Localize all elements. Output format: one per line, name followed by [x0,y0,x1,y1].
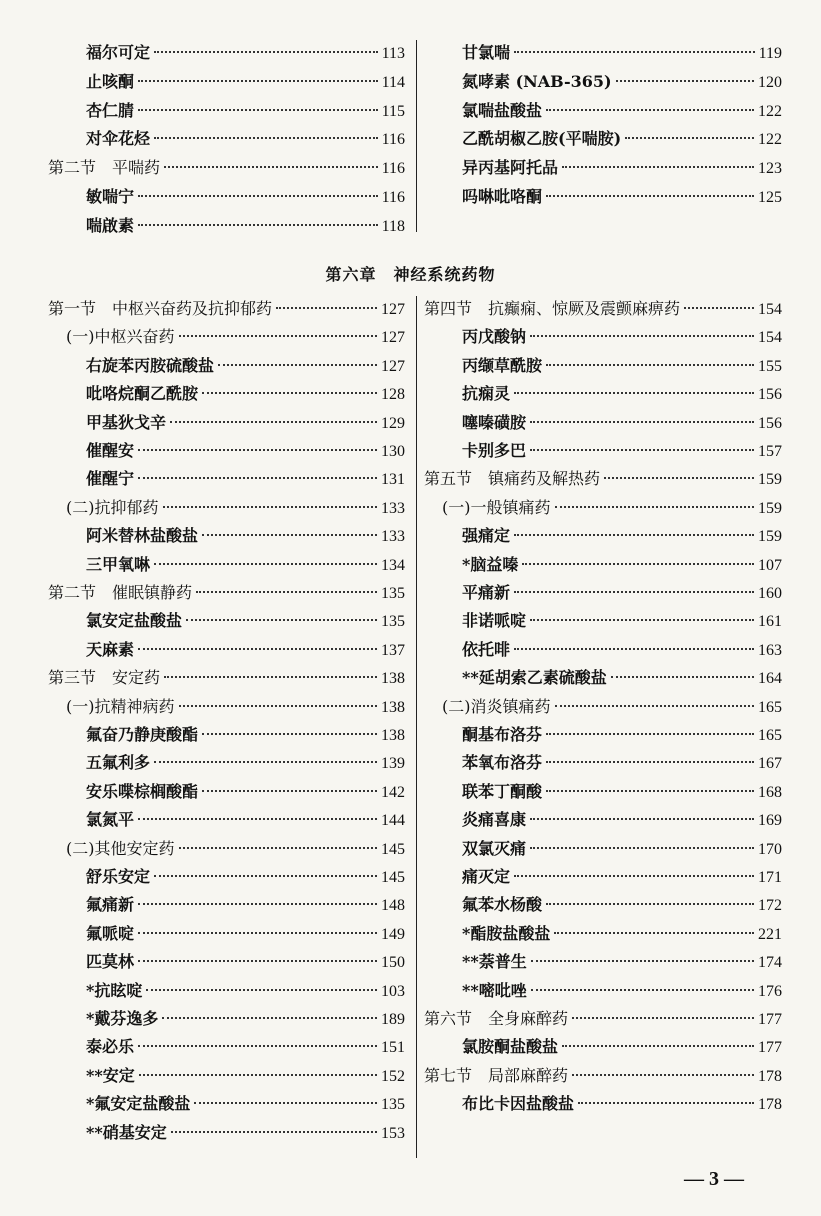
toc-entry [424,467,782,491]
toc-entry-title: 舒乐安定 [86,867,151,886]
dot-leader [194,1102,377,1104]
toc-entry-page: 129 [381,414,405,432]
toc-entry-page: 177 [758,1011,782,1028]
toc-entry-title: (二)抗抑郁药 [66,497,159,517]
dot-leader [186,619,377,621]
toc-entry [86,1007,405,1031]
toc-entry-page: 135 [381,585,405,602]
toc-entry-page: 116 [381,189,405,206]
toc-entry-title: 右旋苯丙胺硫酸盐 [86,355,215,375]
dot-leader [202,534,377,536]
toc-entry [86,127,405,151]
dot-leader [138,195,378,197]
toc-entry-page: 171 [758,869,782,886]
toc-entry-page: 123 [758,160,782,178]
toc-entry-page: 169 [758,812,782,830]
toc-entry-title: *脑益嗪 [462,554,519,574]
toc-entry [462,156,782,180]
toc-entry [462,99,782,123]
toc-entry-page: 221 [758,925,782,943]
toc-entry-page: 116 [381,160,405,178]
toc-entry-page: 167 [758,755,782,773]
toc-entry [462,865,782,889]
toc-entry-page: 170 [758,840,782,858]
dot-leader [196,591,377,593]
toc-entry [86,70,405,94]
toc-entry-page: 152 [381,1067,405,1085]
toc-entry-title: 止咳酮 [86,71,135,91]
dot-leader [555,705,755,707]
dot-leader [179,335,378,337]
toc-entry [86,723,405,747]
toc-entry-page: 118 [381,217,405,235]
toc-entry [462,751,782,775]
toc-entry [48,297,405,321]
toc-entry [462,1092,782,1116]
toc-entry-page: 138 [381,670,405,688]
toc-entry-page: 138 [381,698,405,716]
toc-entry-page: 142 [381,783,405,801]
dot-leader [179,847,378,849]
toc-entry-title: 氮哮素 (NAB-365) [462,71,612,91]
toc-entry-title: 强痛定 [462,526,511,546]
dot-leader [562,1045,754,1047]
dot-leader [138,80,378,82]
toc-entry-page: 156 [758,414,782,432]
toc-entry [462,185,782,209]
toc-entry-title: 炎痛喜康 [462,810,527,830]
toc-entry-page: 122 [758,102,782,120]
toc-entry-page: 122 [758,131,782,149]
toc-entry [424,297,782,321]
toc-entry-page: 137 [381,641,405,659]
toc-entry-page: 172 [758,897,782,915]
toc-entry-title: 双氯灭痛 [462,838,527,858]
toc-entry [66,496,405,520]
toc-entry-page: 163 [758,641,782,659]
toc-entry [86,609,405,633]
toc-entry-page: 103 [381,982,405,1000]
toc-entry-title: 第四节 抗癫痫、惊厥及震颤麻痹药 [424,299,681,318]
toc-entry-title: 催醒安 [86,441,135,460]
dot-leader [562,166,754,168]
toc-entry-title: **硝基安定 [86,1122,167,1142]
toc-entry-title: 布比卡因盐酸盐 [462,1094,575,1114]
dot-leader [578,1102,754,1104]
toc-entry-title: 第二节 平喘药 [48,158,161,178]
toc-entry [86,893,405,917]
toc-entry-title: 福尔可定 [86,43,151,62]
toc-entry-title: 氟奋乃静庚酸酯 [86,725,199,744]
toc-entry-page: 189 [381,1011,405,1028]
toc-entry [86,467,405,491]
dot-leader [138,648,377,650]
toc-entry-page: 119 [758,45,782,62]
toc-entry-page: 154 [758,301,782,318]
column-divider-main [416,296,417,1158]
toc-entry-page: 149 [381,925,405,943]
dot-leader [138,477,377,479]
toc-entry-title: 平痛新 [462,583,511,602]
toc-entry [66,325,405,349]
toc-entry [86,41,405,65]
toc-entry-page: 174 [758,954,782,972]
toc-entry-title: 甘氯喘 [462,43,511,62]
toc-entry-page: 125 [758,189,782,206]
toc-entry-title: 甲基狄戈辛 [86,412,167,432]
dot-leader [514,534,754,536]
toc-entry [86,922,405,946]
toc-entry [48,581,405,605]
toc-entry [86,1092,405,1116]
toc-entry-title: 第三节 安定药 [48,668,161,688]
toc-entry-page: 177 [758,1039,782,1057]
dot-leader [530,818,754,820]
dot-leader [139,1074,377,1076]
dot-leader [546,109,754,111]
toc-entry [442,496,782,520]
toc-entry-title: 第二节 催眠镇静药 [48,583,193,602]
toc-entry-title: 酮基布洛芬 [462,725,543,744]
dot-leader [530,421,754,423]
toc-entry-title: 阿米替林盐酸盐 [86,526,199,546]
toc-entry [462,411,782,435]
toc-entry-page: 138 [381,727,405,744]
toc-entry-title: 匹莫林 [86,952,135,972]
dot-leader [555,506,755,508]
dot-leader [154,137,378,139]
toc-entry-title: 氯安定盐酸盐 [86,611,183,631]
toc-entry-page: 133 [381,528,405,546]
dot-leader [546,761,754,763]
dot-leader [202,733,377,735]
toc-entry [86,99,405,123]
toc-entry [86,865,405,889]
dot-leader [138,109,378,111]
toc-entry-page: 130 [381,443,405,460]
dot-leader [604,477,754,479]
toc-entry [462,780,782,804]
dot-leader [163,506,378,508]
toc-entry [424,1064,782,1088]
toc-entry-title: 敏喘宁 [86,187,135,206]
toc-entry [86,411,405,435]
dot-leader [684,307,754,309]
dot-leader [522,563,754,565]
toc-entry-page: 151 [381,1039,405,1057]
toc-entry [86,638,405,662]
toc-entry-page: 145 [381,869,405,886]
toc-entry-page: 161 [758,613,782,631]
toc-entry-page: 128 [381,386,405,404]
dot-leader [138,1045,377,1047]
dot-leader [164,676,377,678]
toc-entry-page: 127 [381,357,405,375]
toc-entry-title: 异丙基阿托品 [462,158,559,178]
toc-entry-title: 丙缬草酰胺 [462,355,543,375]
toc-entry [86,1121,405,1145]
toc-entry-page: 134 [381,556,405,574]
toc-entry [86,751,405,775]
dot-leader [514,648,754,650]
dot-leader [154,875,377,877]
toc-entry-title: **延胡索乙素硫酸盐 [462,668,607,688]
toc-entry-page: 120 [758,73,782,91]
dot-leader [546,903,754,905]
toc-entry-title: 乙酰胡椒乙胺(平喘胺) [462,129,622,149]
toc-entry-title: 泰必乐 [86,1037,135,1057]
column-divider-top [416,40,417,232]
toc-entry-title: 对伞花烃 [86,129,151,149]
toc-entry-title: 氯氮平 [86,810,135,830]
toc-entry-page: 165 [758,727,782,744]
dot-leader [162,1017,377,1019]
dot-leader [171,1131,377,1133]
toc-entry-page: 159 [758,499,782,517]
toc-entry-page: 160 [758,585,782,602]
toc-entry [462,609,782,633]
toc-entry-page: 178 [758,1096,782,1114]
toc-entry-title: 安乐喋棕榈酸酯 [86,781,199,801]
dot-leader [546,733,754,735]
toc-entry-title: 第六节 全身麻醉药 [424,1009,569,1028]
toc-entry-page: 115 [381,102,405,120]
dot-leader [546,790,754,792]
dot-leader [611,676,754,678]
toc-entry-page: 176 [758,982,782,1000]
toc-entry [462,382,782,406]
dot-leader [138,224,378,226]
toc-entry [462,1035,782,1059]
toc-entry-title: 噻嗪磺胺 [462,412,527,432]
chapter-title: 第六章 神经系统药物 [325,265,496,284]
toc-entry [424,1007,782,1031]
dot-leader [530,847,754,849]
toc-entry-page: 145 [381,840,405,858]
toc-entry-page: 133 [381,499,405,517]
toc-entry [48,666,405,690]
dot-leader [514,392,754,394]
toc-entry [86,950,405,974]
toc-entry [462,70,782,94]
toc-entry-title: *戴芬逸多 [86,1009,159,1028]
toc-entry [462,808,782,832]
dot-leader [138,818,377,820]
toc-entry [86,780,405,804]
dot-leader [530,335,754,337]
toc-entry [462,354,782,378]
toc-entry [86,439,405,463]
toc-entry-page: 144 [381,812,405,830]
toc-entry [462,41,782,65]
toc-entry-page: 153 [381,1124,405,1142]
dot-leader [530,449,754,451]
toc-entry-page: 164 [758,670,782,688]
toc-entry-title: (一)中枢兴奋药 [66,327,175,347]
toc-entry [462,666,782,690]
toc-entry-page: 159 [758,528,782,546]
dot-leader [138,960,377,962]
toc-entry [86,214,405,238]
toc-entry-title: *氟安定盐酸盐 [86,1094,191,1114]
toc-entry-title: 氟苯水杨酸 [462,895,543,915]
toc-entry-title: **嘧吡唑 [462,980,527,1000]
page-number: — 3 — [684,1168,744,1190]
dot-leader [514,875,754,877]
dot-leader [179,705,378,707]
toc-entry [442,695,782,719]
toc-entry [462,553,782,577]
toc-entry-page: 107 [758,556,782,574]
toc-entry-title: (二)其他安定药 [66,838,175,858]
toc-entry-title: 氟哌啶 [86,923,135,943]
toc-entry-title: **萘普生 [462,952,527,972]
dot-leader [138,932,377,934]
toc-entry-title: 抗痫灵 [462,384,511,404]
dot-leader [625,137,754,139]
toc-entry-title: *酯胺盐酸盐 [462,923,551,943]
toc-entry-page: 159 [758,471,782,489]
toc-entry [462,950,782,974]
toc-entry [48,156,405,180]
toc-entry-page: 155 [758,357,782,375]
toc-entry-page: 131 [381,471,405,489]
toc-entry-title: 丙戊酸钠 [462,327,527,347]
toc-entry-title: 痛灭定 [462,867,511,886]
toc-entry-title: 苯氧布洛芬 [462,753,543,773]
toc-entry-title: 卡别多巴 [462,441,527,460]
toc-entry-title: 第七节 局部麻醉药 [424,1065,569,1085]
dot-leader [531,960,754,962]
dot-leader [138,449,377,451]
toc-entry-title: 氯胺酮盐酸盐 [462,1037,559,1057]
toc-entry [86,1035,405,1059]
toc-entry-page: 148 [381,897,405,915]
toc-entry [462,979,782,1003]
toc-entry [462,439,782,463]
dot-leader [554,932,754,934]
toc-entry-title: 第一节 中枢兴奋药及抗抑郁药 [48,299,273,318]
toc-entry-page: 178 [758,1067,782,1085]
toc-entry-title: **安定 [86,1065,135,1085]
toc-entry-page: 113 [381,45,405,62]
toc-entry-page: 135 [381,1096,405,1114]
toc-entry-page: 157 [758,443,782,460]
toc-entry-page: 135 [381,613,405,631]
toc-entry-title: 五氟利多 [86,753,151,773]
dot-leader [170,421,377,423]
dot-leader [616,80,754,82]
toc-entry-title: 吡咯烷酮乙酰胺 [86,384,199,404]
toc-entry-page: 156 [758,386,782,404]
toc-entry-title: 吗啉吡咯酮 [462,187,543,206]
dot-leader [276,307,377,309]
toc-entry-page: 127 [381,301,405,318]
toc-entry-title: (二)消炎镇痛药 [442,696,551,716]
toc-entry [86,808,405,832]
toc-entry [462,524,782,548]
toc-entry-title: 三甲氧啉 [86,554,151,574]
dot-leader [546,364,754,366]
dot-leader [514,591,754,593]
toc-entry-title: *抗眩啶 [86,980,143,1000]
toc-entry-title: (一)一般镇痛药 [442,497,551,517]
toc-entry [66,837,405,861]
dot-leader [154,563,377,565]
toc-entry-page: 116 [381,131,405,149]
toc-entry-page: 114 [381,73,405,91]
toc-entry [462,127,782,151]
toc-entry-page: 150 [381,954,405,972]
dot-leader [164,166,378,168]
toc-entry [462,581,782,605]
toc-entry [462,893,782,917]
toc-entry [462,922,782,946]
dot-leader [154,761,377,763]
dot-leader [572,1074,754,1076]
dot-leader [202,790,377,792]
toc-entry-page: 154 [758,329,782,347]
toc-entry-title: 氟痛新 [86,895,135,915]
toc-entry-page: 127 [381,329,405,347]
toc-entry [86,524,405,548]
dot-leader [146,989,377,991]
dot-leader [546,195,754,197]
toc-entry-title: 非诺哌啶 [462,611,527,631]
toc-entry [86,553,405,577]
dot-leader [138,903,377,905]
toc-entry [86,382,405,406]
toc-entry [66,695,405,719]
toc-entry-title: 喘啟素 [86,215,135,235]
dot-leader [572,1017,754,1019]
dot-leader [202,392,377,394]
toc-entry-title: (一)抗精神病药 [66,696,175,716]
toc-entry [462,837,782,861]
toc-entry-title: 联苯丁酮酸 [462,781,543,801]
dot-leader [218,364,377,366]
toc-entry [462,325,782,349]
toc-entry [462,723,782,747]
dot-leader [531,989,754,991]
toc-entry-title: 氯喘盐酸盐 [462,100,543,120]
dot-leader [154,51,378,53]
toc-entry [86,1064,405,1088]
toc-entry-page: 165 [758,698,782,716]
toc-entry-page: 168 [758,783,782,801]
toc-entry [86,354,405,378]
toc-entry [86,185,405,209]
toc-entry-title: 催醒宁 [86,469,135,489]
dot-leader [530,619,754,621]
toc-entry-title: 天麻素 [86,639,135,659]
toc-entry-title: 第五节 镇痛药及解热药 [424,469,601,489]
toc-entry [462,638,782,662]
toc-entry-page: 139 [381,755,405,773]
toc-entry [86,979,405,1003]
dot-leader [514,51,755,53]
toc-entry-title: 杏仁腈 [86,100,135,120]
toc-entry-title: 依托啡 [462,639,511,659]
